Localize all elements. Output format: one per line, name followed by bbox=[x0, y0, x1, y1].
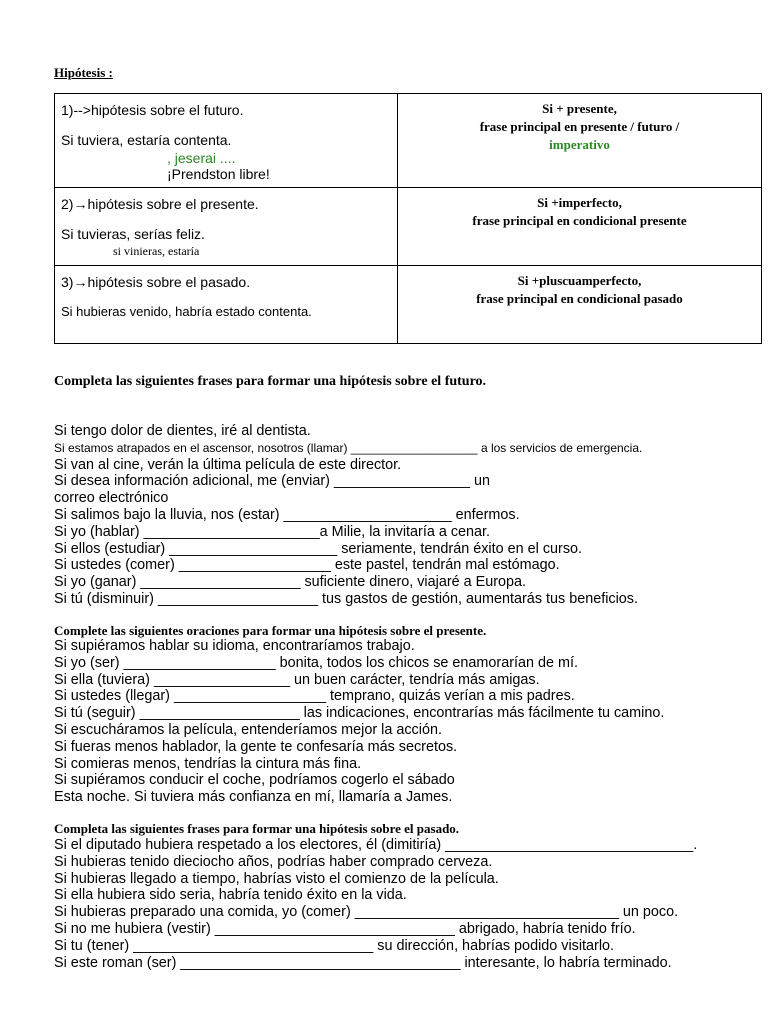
exercise-line: Si ellos (estudiar) _____________________ seriamente, tendrán éxito en el curso. bbox=[54, 540, 583, 557]
future-green-note: , jeserai .... bbox=[167, 150, 236, 166]
section3-exercise-list bbox=[54, 837, 697, 971]
exercise-line: Si ustedes (llegar) ___________________ temprano, quizás verían a mis padres. bbox=[54, 688, 575, 705]
exercise-line: Si tengo dolor de dientes, iré al dentista. bbox=[54, 423, 311, 439]
exercise-line: Si tú (disminuir) ____________________ tus gastos de gestión, aumentarás tus beneficios. bbox=[54, 590, 639, 607]
section1-exercise-list bbox=[54, 423, 642, 608]
past-label: 3)→hipótesis sobre el pasado. bbox=[61, 274, 251, 290]
exercise-line: Si fueras menos hablador, la gente te confesaría más secretos. bbox=[54, 738, 458, 755]
exercise-line: Si hubieras preparado una comida, yo (comer) _________________________________ un poco. bbox=[54, 904, 679, 921]
present-label: 2)→hipótesis sobre el presente. bbox=[61, 196, 259, 212]
future-rule-line1: Si + presente, bbox=[542, 101, 617, 116]
present-rule-line1: Si +imperfecto, bbox=[537, 195, 622, 210]
exercise-line: Si supiéramos hablar su idioma, encontraríamos trabajo. bbox=[54, 638, 415, 654]
exercise-line: Si van al cine, verán la última película de este director. bbox=[54, 456, 402, 473]
exercise-line: Si desea información adicional, me (enviar) _________________ un bbox=[54, 473, 491, 490]
past-right-cell bbox=[398, 266, 762, 344]
present-example: Si tuvieras, serías feliz. bbox=[61, 226, 205, 242]
exercise-line: Si ustedes (comer) ___________________ este pastel, tendrán mal estómago. bbox=[54, 557, 560, 574]
exercise-line: Si este roman (ser) ___________________________________ interesante, lo habría terminado. bbox=[54, 954, 672, 971]
exercise-line: Si el diputado hubiera respetado a los electores, él (dimitiría) _______________________________. bbox=[54, 837, 698, 853]
section2-exercise-list bbox=[54, 638, 664, 806]
exercise-line: Si no me hubiera (vestir) ______________________________ abrigado, habría tenido frío. bbox=[54, 920, 636, 937]
table-row-future bbox=[55, 94, 762, 188]
hypothesis-table bbox=[54, 93, 762, 344]
present-right-cell bbox=[398, 188, 762, 266]
present-note: si vinieras, estaría bbox=[113, 244, 200, 258]
future-extra-note: ¡Prendston libre! bbox=[167, 166, 270, 182]
table-row-present bbox=[55, 188, 762, 266]
exercise-line: Si hubieras llegado a tiempo, habrías visto el comienzo de la película. bbox=[54, 870, 499, 887]
exercise-line: Si yo (ser) ___________________ bonita, todos los chicos se enamorarían de mí. bbox=[54, 654, 578, 671]
present-left-cell bbox=[55, 188, 398, 266]
future-left-cell bbox=[55, 94, 398, 188]
past-left-cell bbox=[55, 266, 398, 344]
exercise-line: Si tu (tener) ______________________________ su dirección, habrías podido visitarlo. bbox=[54, 937, 615, 954]
past-example: Si hubieras venido, habría estado contenta. bbox=[61, 304, 312, 319]
exercise-line: Si ella (tuviera) _________________ un buen carácter, tendría más amigas. bbox=[54, 671, 540, 688]
future-example: Si tuviera, estaría contenta. bbox=[61, 132, 232, 148]
future-label: 1)-->hipótesis sobre el futuro. bbox=[61, 102, 244, 118]
past-rule-line1: Si +pluscuamperfecto, bbox=[517, 273, 642, 288]
exercise-line: Si escucháramos la película, entenderíamos mejor la acción. bbox=[54, 721, 442, 738]
section2-title: Complete las siguientes oraciones para formar una hipótesis sobre el presente. bbox=[54, 623, 487, 638]
exercise-line: Si tú (seguir) ____________________ las indicaciones, encontrarías más fácilmente tu camino. bbox=[54, 705, 665, 722]
exercise-line: Esta noche. Si tuviera más confianza en mí, llamaría a James. bbox=[54, 789, 453, 806]
section3-title: Completa las siguientes frases para formar una hipótesis sobre el pasado. bbox=[54, 821, 460, 836]
exercise-line: Si ella hubiera sido seria, habría tenido éxito en la vida. bbox=[54, 887, 407, 904]
present-rule-line2: frase principal en condicional presente bbox=[472, 213, 687, 228]
future-right-cell bbox=[398, 94, 762, 188]
exercise-line: correo electrónico bbox=[54, 490, 169, 507]
section1-title: Completa las siguientes frases para formar una hipótesis sobre el futuro. bbox=[54, 374, 487, 389]
exercise-line: Si yo (ganar) ____________________ suficiente dinero, viajaré a Europa. bbox=[54, 574, 527, 591]
past-rule-line2: frase principal en condicional pasado bbox=[476, 291, 683, 306]
future-rule-line2: frase principal en presente / futuro / bbox=[479, 119, 680, 134]
exercise-line: Si supiéramos conducir el coche, podríamos cogerlo el sábado bbox=[54, 772, 455, 789]
future-rule bbox=[398, 94, 761, 154]
exercise-line: Si hubieras tenido dieciocho años, podrías haber comprado cerveza. bbox=[54, 853, 493, 870]
exercise-line: Si salimos bajo la lluvia, nos (estar) _____________________ enfermos. bbox=[54, 506, 520, 523]
past-rule bbox=[398, 266, 761, 308]
table-row-past bbox=[55, 266, 762, 344]
exercise-line: Si comieras menos, tendrías la cintura más fina. bbox=[54, 755, 362, 772]
present-rule bbox=[398, 188, 761, 230]
exercise-line: Si estamos atrapados en el ascensor, nosotros (llamar) ___________________ a los servicios de emergencia. bbox=[54, 440, 643, 455]
future-rule-line3: imperativo bbox=[549, 137, 610, 152]
exercise-line: Si yo (hablar) ______________________a Milie, la invitaría a cenar. bbox=[54, 523, 491, 540]
page-heading: Hipótesis : bbox=[54, 65, 113, 80]
